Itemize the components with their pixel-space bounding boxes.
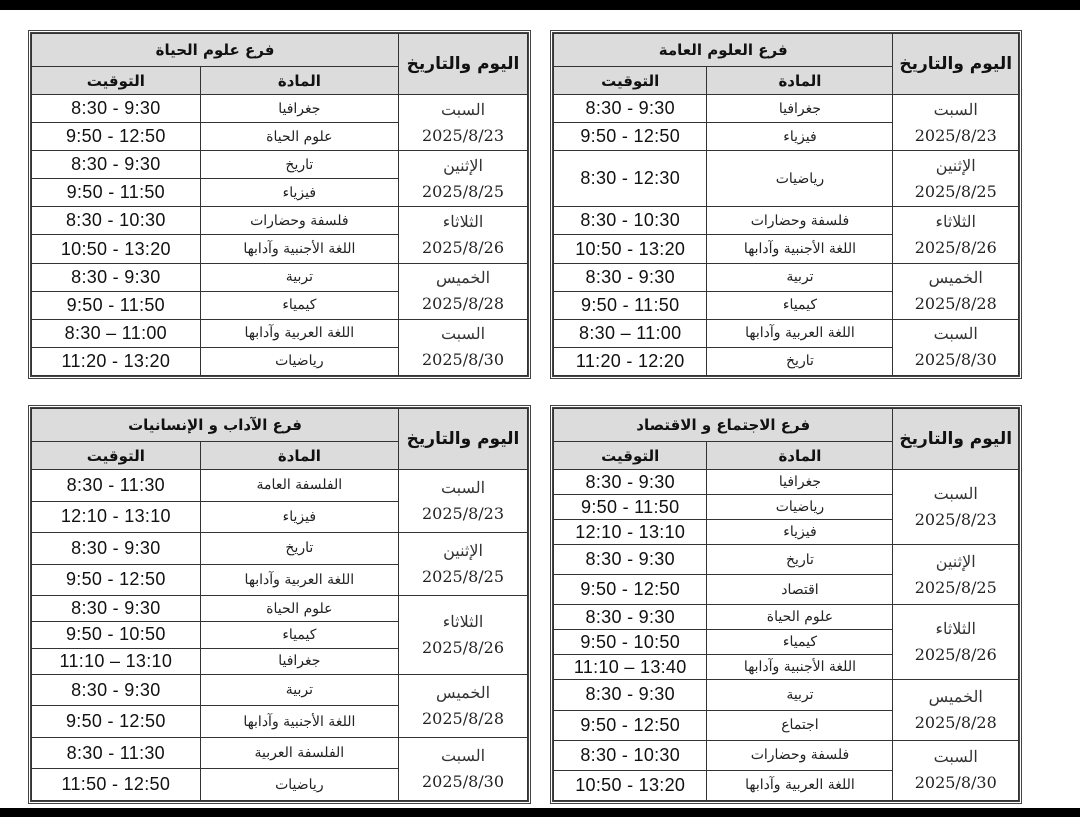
day-cell <box>893 680 1019 740</box>
time-cell: 9:50 - 10:50 <box>32 622 201 648</box>
schedule-table <box>553 408 1019 801</box>
time-cell: 8:30 - 9:30 <box>554 680 707 710</box>
exam-date: 2025/8/23 <box>914 125 997 145</box>
exam-date: 2025/8/23 <box>422 125 505 145</box>
header-row <box>32 409 528 442</box>
day-name: السبت <box>440 478 486 498</box>
table-row <box>554 740 1019 770</box>
time-cell: 8:30 - 9:30 <box>32 263 201 291</box>
exam-date: 2025/8/25 <box>914 577 997 597</box>
subject-cell: رياضيات <box>200 769 398 801</box>
exam-date: 2025/8/28 <box>422 708 505 728</box>
day-cell <box>399 596 528 675</box>
day-name: السبت <box>440 745 486 765</box>
exam-date: 2025/8/30 <box>422 350 505 370</box>
time-cell: 9:50 - 12:50 <box>32 564 201 596</box>
header-row <box>554 34 1019 67</box>
day-name: الإثنين <box>935 551 976 571</box>
subject-cell: علوم الحياة <box>200 123 398 151</box>
subject-cell: تربية <box>200 263 398 291</box>
day-name: الثلاثاء <box>935 619 976 639</box>
subject-cell: تربية <box>200 674 398 706</box>
subject-header: المادة <box>707 67 893 95</box>
subject-cell: رياضيات <box>707 151 893 207</box>
table-row <box>32 596 528 622</box>
day-name: الخميس <box>435 682 491 702</box>
subject-cell: فيزياء <box>707 123 893 151</box>
time-header: التوقيت <box>554 67 707 95</box>
schedule-panel-humanities <box>28 405 531 804</box>
time-cell: 8:30 – 11:00 <box>554 319 707 347</box>
time-header: التوقيت <box>32 67 201 95</box>
table-row <box>554 319 1019 347</box>
subject-cell: جغرافيا <box>707 470 893 495</box>
subject-cell: كيمياء <box>200 291 398 319</box>
time-cell: 8:30 - 9:30 <box>554 263 707 291</box>
subject-cell: فلسفة وحضارات <box>707 740 893 770</box>
branch-title: فرع العلوم العامة <box>554 34 893 67</box>
time-cell: 8:30 - 9:30 <box>32 95 201 123</box>
exam-date: 2025/8/23 <box>914 510 997 530</box>
day-name: الثلاثاء <box>935 211 976 231</box>
day-cell <box>893 605 1019 680</box>
exam-date: 2025/8/25 <box>914 181 997 201</box>
subject-cell: كيمياء <box>707 291 893 319</box>
day-cell <box>399 470 528 533</box>
subject-cell: اجتماع <box>707 710 893 740</box>
time-cell: 8:30 - 10:30 <box>554 740 707 770</box>
table-row <box>554 545 1019 575</box>
time-cell: 8:30 - 9:30 <box>554 95 707 123</box>
day-name: السبت <box>933 99 978 119</box>
subject-cell: اللغة الأجنبية وآدابها <box>707 235 893 263</box>
day-cell <box>893 545 1019 605</box>
day-name: الخميس <box>435 268 491 288</box>
day-cell <box>399 319 528 375</box>
time-cell: 9:50 - 11:50 <box>32 179 201 207</box>
exam-date: 2025/8/26 <box>422 637 505 657</box>
table-row <box>32 674 528 706</box>
time-cell: 8:30 - 9:30 <box>32 596 201 622</box>
table-row <box>32 207 528 235</box>
subject-cell: اللغة العربية وآدابها <box>200 564 398 596</box>
exam-date: 2025/8/28 <box>914 713 997 733</box>
time-cell: 11:10 – 13:40 <box>554 655 707 680</box>
subject-cell: فيزياء <box>200 179 398 207</box>
exam-date: 2025/8/23 <box>422 504 505 524</box>
subject-cell: فلسفة وحضارات <box>707 207 893 235</box>
subject-cell: جغرافيا <box>200 95 398 123</box>
subject-cell: تاريخ <box>200 151 398 179</box>
time-cell: 11:10 – 13:10 <box>32 648 201 674</box>
subject-header: المادة <box>707 442 893 470</box>
header-row <box>554 409 1019 442</box>
exam-date: 2025/8/30 <box>422 771 505 791</box>
exam-date: 2025/8/25 <box>422 181 505 201</box>
day-cell <box>893 263 1019 319</box>
subject-cell: علوم الحياة <box>200 596 398 622</box>
table-row <box>554 207 1019 235</box>
day-cell <box>893 151 1019 207</box>
day-name: الإثنين <box>443 541 483 561</box>
time-cell: 9:50 - 11:50 <box>554 291 707 319</box>
branch-title: فرع علوم الحياة <box>32 34 399 67</box>
time-cell: 9:50 - 11:50 <box>32 291 201 319</box>
day-cell <box>893 470 1019 545</box>
subject-header: المادة <box>200 442 398 470</box>
subject-cell: اللغة العربية وآدابها <box>707 770 893 800</box>
subject-cell: تربية <box>707 263 893 291</box>
day-name: الإثنين <box>935 155 976 175</box>
subject-cell: كيمياء <box>200 622 398 648</box>
header-row <box>32 34 528 67</box>
time-cell: 8:30 - 9:30 <box>32 533 201 565</box>
time-cell: 9:50 - 12:50 <box>554 575 707 605</box>
day-date-header: اليوم والتاريخ <box>893 409 1019 470</box>
subject-cell: اللغة العربية وآدابها <box>707 319 893 347</box>
time-cell: 8:30 - 9:30 <box>554 470 707 495</box>
subject-cell: اللغة الأجنبية وآدابها <box>707 655 893 680</box>
time-cell: 8:30 - 10:30 <box>554 207 707 235</box>
day-cell <box>399 674 528 737</box>
day-cell <box>399 533 528 596</box>
subject-cell: رياضيات <box>707 495 893 520</box>
day-cell <box>893 319 1019 375</box>
subject-cell: جغرافيا <box>200 648 398 674</box>
day-cell <box>399 263 528 319</box>
schedule-panel-general-sciences <box>550 30 1022 379</box>
time-cell: 8:30 - 9:30 <box>32 151 201 179</box>
subject-cell: اللغة الأجنبية وآدابها <box>200 235 398 263</box>
day-name: الإثنين <box>443 155 483 175</box>
exam-date: 2025/8/26 <box>422 237 505 257</box>
day-cell <box>893 207 1019 263</box>
table-row <box>554 470 1019 495</box>
day-cell <box>399 151 528 207</box>
table-row <box>554 263 1019 291</box>
exam-date: 2025/8/25 <box>422 567 505 587</box>
subject-cell: فيزياء <box>707 520 893 545</box>
time-cell: 8:30 - 9:30 <box>32 674 201 706</box>
exam-date: 2025/8/28 <box>422 294 505 314</box>
day-cell <box>399 95 528 151</box>
table-row <box>32 470 528 502</box>
branch-title: فرع الاجتماع و الاقتصاد <box>554 409 893 442</box>
day-name: السبت <box>440 324 486 344</box>
table-row <box>554 605 1019 630</box>
schedule-table <box>553 33 1019 376</box>
day-name: السبت <box>440 99 486 119</box>
subject-cell: رياضيات <box>200 347 398 375</box>
time-header: التوقيت <box>32 442 201 470</box>
bottom-border <box>0 808 1080 817</box>
time-cell: 9:50 - 12:50 <box>32 123 201 151</box>
subject-cell: تاريخ <box>200 533 398 565</box>
subject-cell: فيزياء <box>200 501 398 533</box>
time-cell: 11:50 - 12:50 <box>32 769 201 801</box>
time-cell: 11:20 - 12:20 <box>554 347 707 375</box>
subject-cell: جغرافيا <box>707 95 893 123</box>
time-cell: 8:30 - 11:30 <box>32 737 201 769</box>
table-row <box>32 151 528 179</box>
subject-header: المادة <box>200 67 398 95</box>
subject-cell: الفلسفة العربية <box>200 737 398 769</box>
time-cell: 10:50 - 13:20 <box>32 235 201 263</box>
time-header: التوقيت <box>554 442 707 470</box>
subject-cell: تاريخ <box>707 545 893 575</box>
subject-cell: تربية <box>707 680 893 710</box>
day-cell <box>399 207 528 263</box>
subject-cell: اللغة الأجنبية وآدابها <box>200 706 398 738</box>
exam-date: 2025/8/30 <box>914 350 997 370</box>
top-border <box>0 0 1080 10</box>
subject-cell: اللغة العربية وآدابها <box>200 319 398 347</box>
schedule-table <box>31 33 528 376</box>
exam-date: 2025/8/26 <box>914 645 997 665</box>
day-date-header: اليوم والتاريخ <box>893 34 1019 95</box>
day-date-header: اليوم والتاريخ <box>399 34 528 95</box>
time-cell: 11:20 - 13:20 <box>32 347 201 375</box>
time-cell: 12:10 - 13:10 <box>554 520 707 545</box>
time-cell: 8:30 - 11:30 <box>32 470 201 502</box>
time-cell: 9:50 - 12:50 <box>554 710 707 740</box>
time-cell: 9:50 - 10:50 <box>554 630 707 655</box>
schedule-panel-sociology-economics <box>550 405 1022 804</box>
time-cell: 12:10 - 13:10 <box>32 501 201 533</box>
day-name: الثلاثاء <box>442 611 484 631</box>
subject-cell: اقتصاد <box>707 575 893 605</box>
day-name: السبت <box>933 747 978 767</box>
time-cell: 8:30 - 10:30 <box>32 207 201 235</box>
day-cell <box>893 740 1019 800</box>
day-cell <box>399 737 528 800</box>
day-name: السبت <box>933 484 978 504</box>
day-cell <box>893 95 1019 151</box>
table-row <box>554 680 1019 710</box>
subject-cell: تاريخ <box>707 347 893 375</box>
schedule-panel-life-sciences <box>28 30 531 379</box>
time-cell: 9:50 - 11:50 <box>554 495 707 520</box>
table-row <box>32 263 528 291</box>
subject-cell: فلسفة وحضارات <box>200 207 398 235</box>
time-cell: 10:50 - 13:20 <box>554 235 707 263</box>
table-row <box>554 151 1019 207</box>
day-name: الخميس <box>928 268 983 288</box>
time-cell: 10:50 - 13:20 <box>554 770 707 800</box>
day-date-header: اليوم والتاريخ <box>399 409 528 470</box>
day-name: الثلاثاء <box>442 211 484 231</box>
subject-cell: كيمياء <box>707 630 893 655</box>
table-row <box>32 319 528 347</box>
time-cell: 8:30 - 9:30 <box>554 545 707 575</box>
time-cell: 8:30 - 9:30 <box>554 605 707 630</box>
schedule-table <box>31 408 528 801</box>
table-row <box>32 533 528 565</box>
table-row <box>32 95 528 123</box>
time-cell: 8:30 - 12:30 <box>554 151 707 207</box>
subject-cell: علوم الحياة <box>707 605 893 630</box>
day-name: الخميس <box>928 687 983 707</box>
time-cell: 9:50 - 12:50 <box>554 123 707 151</box>
exam-date: 2025/8/28 <box>914 294 997 314</box>
table-row <box>554 95 1019 123</box>
time-cell: 9:50 - 12:50 <box>32 706 201 738</box>
day-name: السبت <box>933 324 978 344</box>
exam-date: 2025/8/30 <box>914 773 997 793</box>
time-cell: 8:30 – 11:00 <box>32 319 201 347</box>
table-row <box>32 737 528 769</box>
branch-title: فرع الآداب و الإنسانيات <box>32 409 399 442</box>
subject-cell: الفلسفة العامة <box>200 470 398 502</box>
exam-date: 2025/8/26 <box>914 237 997 257</box>
